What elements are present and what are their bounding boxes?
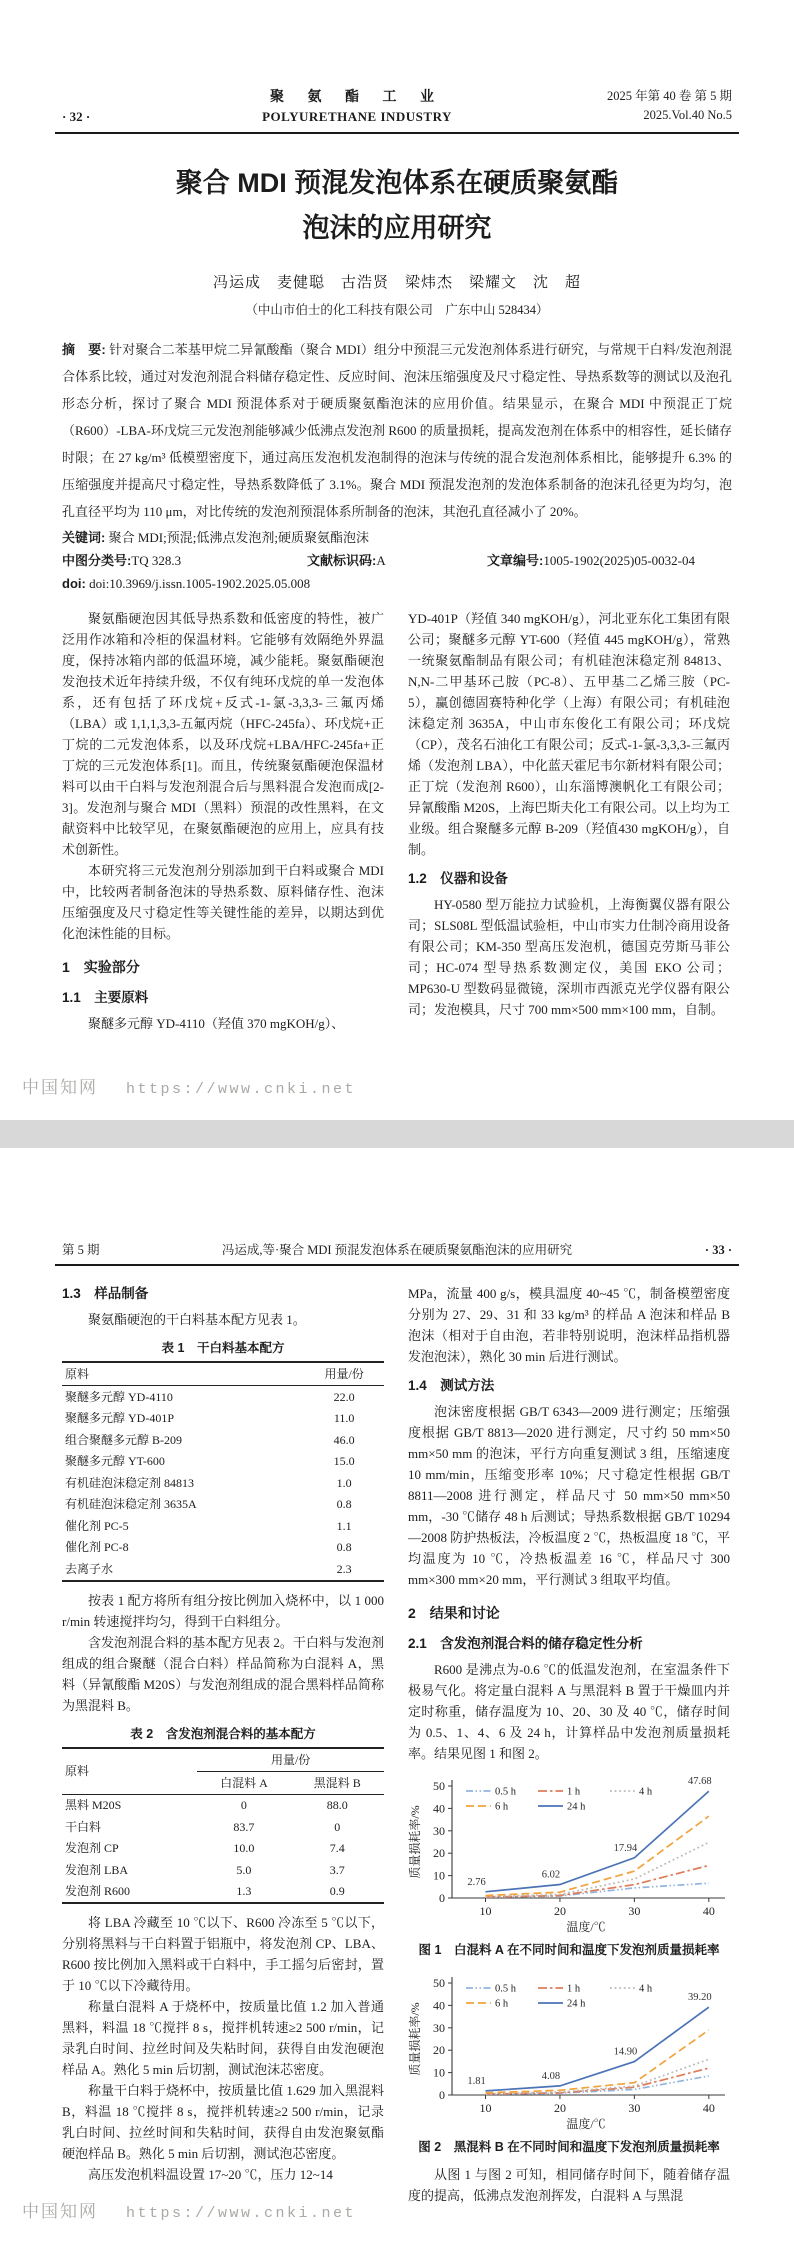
data-point-label: 2.76 — [467, 1876, 486, 1888]
legend-label: 0.5 h — [495, 1983, 516, 1995]
page-2 — [0, 1148, 794, 2244]
table-row — [62, 1537, 384, 1559]
svg-text:40: 40 — [702, 2101, 715, 2115]
svg-text:40: 40 — [702, 1904, 715, 1918]
figure-2 — [408, 1967, 730, 2156]
table-cell: 5.0 — [236, 1862, 252, 1877]
section-heading-1-4: 1.4 测试方法 — [408, 1378, 495, 1393]
table-1-caption: 表 1 干白料基本配方 — [161, 1341, 285, 1355]
table-row — [62, 1494, 384, 1516]
section-heading-1-1: 1.1 主要原料 — [62, 990, 149, 1005]
table-row — [62, 1429, 384, 1451]
header-rule — [55, 132, 739, 134]
table-cell: 0 — [334, 1819, 341, 1834]
table-cell: 干白料 — [65, 1819, 102, 1834]
svg-text:10: 10 — [433, 2065, 445, 2080]
body-paragraph: 称量干白料于烧杯中，按质量比值 1.629 加入黑混料 B，料温 18 ℃搅拌 8 s，搅拌机转速≥2 500 r/min，记录乳白时间、拉丝时间和失粘时间，获得自由发泡聚氨酯硬泡样品 B。熟化 5 min 后切割，测试泡芯密度。 — [62, 2083, 384, 2161]
table-cell: 发泡剂 CP — [65, 1841, 119, 1855]
table-row — [62, 1451, 384, 1473]
table-cell: 7.4 — [329, 1841, 345, 1855]
cnki-watermark — [22, 2197, 356, 2222]
doi-row — [62, 572, 732, 595]
table-row — [62, 1881, 384, 1904]
legend-label: 4 h — [639, 1983, 653, 1995]
svg-text:30: 30 — [433, 2020, 445, 2035]
table-cell: 0.8 — [336, 1497, 352, 1511]
table-cell: 有机硅泡沫稳定剂 3635A — [65, 1497, 197, 1511]
svg-text:40: 40 — [433, 1998, 445, 2013]
abstract-label: 摘 要: — [62, 342, 106, 357]
series-line-24h — [486, 2007, 709, 2091]
svg-text:20: 20 — [553, 1904, 566, 1918]
section-heading-2-1: 2.1 含发泡剂混合料的储存稳定性分析 — [408, 1636, 643, 1651]
table-cell: 1.1 — [336, 1518, 352, 1533]
body-paragraph: R600 是沸点为-0.6 ℃的低温发泡剂，在室温条件下极易气化。将定量白混料 A 与黑混料 B 置于干燥皿内并定时称重，储存温度为 10、20、30 及 40 ℃，储存时间为 0.5、1、4、6 及 24 h，计算样品中发泡剂质量损耗率。结果见图 1 和图 2。 — [408, 1662, 730, 1761]
svg-text:0: 0 — [439, 2088, 445, 2102]
section-heading-2: 2 结果和讨论 — [408, 1605, 500, 1621]
header-rule — [55, 1264, 739, 1266]
issue-info-cn: 2025 年第 40 卷 第 5 期 — [606, 89, 732, 103]
table-row — [62, 1408, 384, 1430]
body-paragraph: 聚醚多元醇 YD-4110（羟值 370 mgKOH/g）、 — [88, 1016, 345, 1031]
data-point-label: 6.02 — [541, 1869, 561, 1881]
affiliation: （中山市伯士的化工科技有限公司 广东中山 528434） — [245, 303, 549, 317]
column-header: 原料 — [62, 1362, 304, 1386]
svg-text:20: 20 — [553, 2101, 566, 2115]
table-row — [62, 1515, 384, 1537]
body-paragraph: 将 LBA 冷藏至 10 ℃以下、R600 冷冻至 5 ℃以下，分别将黑料与干白料置于铝瓶中，将发泡剂 CP、LBA、R600 按比例加入黑料或干白料中，手工摇匀后密封，置于 10 ℃以下冷藏待用。 — [62, 1915, 384, 1993]
cnki-watermark-url: https://www.cnki.net — [126, 2205, 357, 2222]
table-cell: 有机硅泡沫稳定剂 84813 — [65, 1475, 195, 1490]
table-cell: 催化剂 PC-8 — [65, 1540, 129, 1554]
article-title-line1: 聚合 MDI 预混发泡体系在硬质聚氨酯 — [175, 168, 619, 198]
column-subheader: 白混料 A — [197, 1771, 290, 1794]
svg-text:10: 10 — [479, 1904, 492, 1918]
data-point-label: 14.90 — [613, 2046, 638, 2058]
cnki-watermark — [22, 1073, 356, 1098]
body-paragraph: 聚氨酯硬泡的干白料基本配方见表 1。 — [88, 1312, 306, 1327]
table-cell: 去离子水 — [65, 1561, 114, 1576]
table-1 — [62, 1361, 384, 1582]
table-cell: 发泡剂 LBA — [65, 1862, 129, 1877]
column-span-header: 用量/份 — [197, 1748, 384, 1772]
figure-1 — [408, 1770, 730, 1959]
page-number-left: · 32 · — [62, 109, 91, 124]
table-cell: 0.9 — [329, 1884, 345, 1898]
article-id: 文章编号:1005-1902(2025)05-0032-04 — [487, 553, 695, 568]
body-paragraph: 含发泡剂混合料的基本配方见表 2。干白料与发泡剂组成的组合聚醚（混合白料）样品简称为白混料 A，黑料（异氰酸酯 M20S）与发泡剂组成的混合黑料样品简称为黑混料 B。 — [62, 1634, 384, 1713]
running-title: 冯运成,等·聚合 MDI 预混发泡体系在硬质聚氨酯泡沫的应用研究 — [221, 1243, 573, 1257]
page-number-right: · 33 · — [704, 1243, 732, 1257]
table-cell: 组合聚醚多元醇 B-209 — [65, 1432, 183, 1447]
legend-label: 6 h — [495, 1801, 509, 1813]
page-1-header — [62, 0, 732, 125]
figure-1-caption: 图 1 白混料 A 在不同时间和温度下发泡剂质量损耗率 — [418, 1943, 720, 1957]
section-heading-1-3: 1.3 样品制备 — [62, 1286, 149, 1301]
data-point-label: 47.68 — [688, 1776, 712, 1788]
keywords-row — [62, 526, 732, 549]
figure-1-chart — [408, 1770, 730, 1940]
table-cell: 聚醚多元醇 YT-600 — [65, 1454, 165, 1468]
table-cell: 46.0 — [333, 1432, 355, 1447]
legend-label: 24 h — [567, 1998, 586, 2010]
column-subheader: 黑混料 B — [291, 1771, 384, 1794]
svg-text:30: 30 — [433, 1823, 445, 1838]
authors-line: 冯运成 麦健聪 古浩贤 梁炜杰 梁耀文 沈 超 — [212, 275, 581, 291]
table-cell: 83.7 — [233, 1819, 255, 1834]
journal-name-cn: 聚 氨 酯 工 业 — [270, 90, 444, 105]
doi-value: doi:10.3969/j.issn.1005-1902.2025.05.008 — [89, 576, 311, 591]
x-axis-label: 温度/℃ — [566, 2117, 606, 2131]
table-cell: 聚醚多元醇 YD-401P — [65, 1411, 175, 1425]
data-point-label: 4.08 — [541, 2070, 561, 2082]
table-cell: 11.0 — [333, 1411, 355, 1425]
journal-masthead — [152, 86, 562, 125]
keywords-text: 聚合 MDI;预混;低沸点发泡剂;硬质聚氨酯泡沫 — [108, 530, 369, 545]
body-paragraph: 高压发泡机料温设置 17~20 ℃，压力 12~14 — [88, 2167, 333, 2182]
cnki-watermark-url: https://www.cnki.net — [126, 1081, 357, 1098]
table-2-caption: 表 2 含发泡剂混合料的基本配方 — [130, 1726, 316, 1741]
table-cell: 1.3 — [236, 1884, 252, 1898]
running-issue: 第 5 期 — [62, 1243, 100, 1257]
table-row — [62, 1386, 384, 1408]
svg-text:10: 10 — [479, 2101, 492, 2115]
table-1-body — [62, 1386, 384, 1581]
table-cell: 3.7 — [329, 1862, 345, 1877]
series-line-0.5h — [486, 2076, 709, 2094]
table-row — [62, 1816, 384, 1838]
classification-row — [62, 549, 732, 572]
abstract-text: 针对聚合二苯基甲烷二异氰酸酯（聚合 MDI）组分中预混三元发泡剂体系进行研究，与常规干白料/发泡剂混合体系比较，通过对发泡剂混合料储存稳定性、反应时间、泡沫压缩强度及尺寸稳定性、导热系数等的测试以及泡孔形态分析，探讨了聚合 MDI 预混体系对于硬质聚氨酯泡沫的应用价值。结果显示，在聚合 MDI 中预混正丁烷（R600）-LBA-环戊烷三元发泡剂能够减少低沸点发泡剂 R600 的质量损耗，提高发泡剂在体系中的相容性，延长储存时限；在 27 kg/m³ 低模塑密度下，通过高压发泡机发泡制得的泡沫与传统的混合发泡剂体系相比，能够提升 6.3% 的压缩强度并提高尺寸稳定性，导热系数降低了 3.1%。聚合 MDI 预混发泡剂的发泡体系制备的泡沫孔径更为均匀，泡孔直径平均为 110 μm，对比传统的发泡剂预混体系所制备的泡沫，其泡孔直径减小了 20%。 — [62, 342, 732, 519]
table-row — [62, 1838, 384, 1860]
issue-info-en: 2025.Vol.40 No.5 — [643, 108, 732, 122]
doi-label: doi: — [62, 576, 86, 591]
table-cell: 聚醚多元醇 YD-4110 — [65, 1389, 173, 1404]
table-2-header — [62, 1748, 384, 1795]
data-point-label: 1.81 — [467, 2075, 486, 2087]
page-2-right-column — [408, 1279, 730, 2206]
svg-text:0: 0 — [439, 1891, 445, 1905]
page-2-header — [62, 1148, 732, 1258]
page-separator — [0, 1120, 794, 1148]
line-chart — [408, 1967, 730, 2131]
abstract — [62, 336, 732, 525]
legend-label: 4 h — [639, 1786, 653, 1798]
svg-text:30: 30 — [628, 2101, 641, 2115]
table-cell: 15.0 — [333, 1454, 355, 1468]
svg-text:50: 50 — [433, 1779, 445, 1793]
table-cell: 发泡剂 R600 — [65, 1884, 131, 1898]
svg-text:10: 10 — [433, 1868, 445, 1883]
table-header-row — [62, 1362, 384, 1386]
body-paragraph: 本研究将三元发泡剂分别添加到干白料或聚合 MDI 中，比较两者制备泡沫的导热系数、原料储存性、泡沫压缩强度及尺寸稳定性等关键性能的差异，以期达到优化泡沫性能的目标。 — [62, 863, 384, 941]
table-cell: 88.0 — [326, 1798, 348, 1812]
table-row — [62, 1558, 384, 1581]
table-2-body — [62, 1794, 384, 1903]
table-2 — [62, 1747, 384, 1905]
legend-label: 1 h — [567, 1983, 581, 1995]
cnki-watermark-site: 中国知网 — [22, 1078, 98, 1097]
keywords-label: 关键词: — [62, 530, 106, 545]
body-paragraph: 泡沫密度根据 GB/T 6343—2009 进行测定；压缩强度根据 GB/T 8813—2020 进行测定，尺寸约 50 mm×50 mm×50 mm 的泡沫，平行方向重复测试 3 组，压缩速度 10 mm/min，压缩变形率 10%；尺寸稳定性根据 GB/T 8811—2008 进行测定，样品尺寸 50 mm×50 mm×50 mm，-30 ℃储存 48 h 后测试；导热系数根据 GB/T 10294—2008 防护热板法，冷板温度 2 ℃，热板温度 18 ℃，平均温度为 10 ℃，冷热板温差 16 ℃，样品尺寸 300 mm×300 mm×20 mm，平行测试 3 组取平均值。 — [408, 1404, 730, 1587]
issue-info — [562, 87, 732, 125]
legend-label: 6 h — [495, 1998, 509, 2010]
table-row — [62, 1472, 384, 1494]
table-row — [62, 1794, 384, 1816]
series-line-1h — [486, 2068, 709, 2094]
series-line-6h — [486, 2030, 709, 2093]
table-row — [62, 1859, 384, 1881]
section-heading-1: 1 实验部分 — [62, 959, 140, 975]
body-paragraph: 从图 1 与图 2 可知，相同储存时间下，随着储存温度的提高，低沸点发泡剂挥发，白混料 A 与黑混 — [408, 2167, 730, 2203]
table-cell: 催化剂 PC-5 — [65, 1518, 129, 1533]
legend-label: 1 h — [567, 1786, 581, 1798]
cnki-watermark-site: 中国知网 — [22, 2202, 98, 2221]
y-axis-label: 质量损耗率/% — [408, 2002, 422, 2076]
column-header: 原料 — [62, 1748, 197, 1795]
line-chart — [408, 1770, 730, 1934]
svg-text:20: 20 — [433, 2043, 445, 2058]
table-cell: 10.0 — [233, 1841, 255, 1855]
body-paragraph: MPa，流量 400 g/s，模具温度 40~45 ℃，制备模塑密度分别为 27、29、31 和 33 kg/m³ 的样品 A 泡沫和样品 B 泡沫（相对于自由泡，若非特别说明，泡沫样品指机器发泡泡沫），熟化 30 min 后进行测试。 — [408, 1286, 730, 1364]
column-header: 用量/份 — [304, 1362, 384, 1386]
page-1 — [0, 0, 794, 1120]
body-paragraph: 聚氨酯硬泡因其低导热系数和低密度的特性，被广泛用作冰箱和冷柜的保温材料。它能够有效隔绝外界温度，保持冰箱内部的低温环境，减少能耗。聚氨酯硬泡发泡技术近年持续升级，不仅有纯环戊烷的单一发泡体系，还有包括了环戊烷+反式-1-氯-3,3,3-三氟丙烯（LBA）或 1,1,1,3,3-五氟丙烷（HFC-245fa）、环戊烷+正丁烷的二元发泡体系，以及环戊烷+LBA/HFC-245fa+正丁烷的三元发泡体系[1]。而且，传统聚氨酯硬泡保温材料可以由干白料与发泡剂混合后与黑料混合发泡而成[2-3]。发泡剂与聚合 MDI（黑料）预混的改性黑料，在文献资料中比较罕见，在聚氨酯硬泡的应用上，应具有技术创新性。 — [62, 611, 384, 857]
section-heading-1-2: 1.2 仪器和设备 — [408, 871, 508, 886]
article-title — [62, 161, 732, 251]
table-cell: 0.8 — [336, 1540, 352, 1554]
body-paragraph: 按表 1 配方将所有组分按比例加入烧杯中，以 1 000 r/min 转速搅拌均匀，得到干白料组分。 — [62, 1592, 384, 1629]
table-cell: 22.0 — [333, 1389, 355, 1404]
table-1-header — [62, 1362, 384, 1386]
page-1-body — [62, 608, 732, 1034]
svg-text:50: 50 — [433, 1976, 445, 1990]
body-paragraph: HY-0580 型万能拉力试验机，上海衡翼仪器有限公司；SLS08L 型低温试验柜，中山市实力仕制冷商用设备有限公司；KM-350 型高压发泡机，德国克劳斯马菲公司；HC-074 型导热系数测定仪，美国 EKO 公司；MP630-U 型数码显微镜，深圳市西派克光学仪器有限公司；发泡模具，尺寸 700 mm×500 mm×100 mm，自制。 — [408, 897, 730, 1017]
table-cell: 黑料 M20S — [65, 1798, 122, 1812]
table-header-row — [62, 1748, 384, 1772]
table-cell: 2.3 — [336, 1561, 352, 1576]
x-axis-label: 温度/℃ — [566, 1920, 606, 1934]
svg-text:20: 20 — [433, 1846, 445, 1861]
page-2-left-column — [62, 1279, 384, 2206]
body-paragraph: YD-401P（羟值 340 mgKOH/g），河北亚东化工集团有限公司；聚醚多元醇 YT-600（羟值 445 mgKOH/g），常熟一统聚氨酯制品有限公司；有机硅泡沫稳定剂 84813、N,N-二甲基环己胺（PC-8）、五甲基二乙烯三胺（PC-5），赢创德固赛特种化学（上海）有限公司；有机硅泡沫稳定剂 3635A，中山市东俊化工有限公司；环戊烷（CP），茂名石油化工有限公司；反式-1-氯-3,3,3-三氟丙烯（发泡剂 LBA），中化蓝天霍尼韦尔新材料有限公司；正丁烷（发泡剂 R600），山东淄博澳帆化工有限公司；异氰酸酯 M20S，上海巴斯夫化工有限公司。以上均为工业级。组合聚醚多元醇 B-209（羟值430 mgKOH/g），自制。 — [408, 611, 730, 857]
document-code: 文献标识码:A — [307, 553, 386, 568]
clc-number: 中图分类号:TQ 328.3 — [62, 553, 182, 568]
page-1-right-column — [408, 608, 730, 1034]
y-axis-label: 质量损耗率/% — [408, 1805, 422, 1879]
figure-2-caption: 图 2 黑混料 B 在不同时间和温度下发泡剂质量损耗率 — [418, 2140, 720, 2154]
table-cell: 0 — [240, 1798, 247, 1812]
series-line-24h — [486, 1791, 709, 1892]
legend-label: 24 h — [567, 1801, 586, 1813]
data-point-label: 17.94 — [613, 1842, 638, 1854]
journal-name-en: POLYURETHANE INDUSTRY — [262, 109, 452, 124]
figure-2-chart — [408, 1967, 730, 2137]
table-cell: 1.0 — [336, 1475, 352, 1490]
body-paragraph: 称量白混料 A 于烧杯中，按质量比值 1.2 加入普通黑料，料温 18 ℃搅拌 8 s，搅拌机转速≥2 500 r/min，记录乳白时间、拉丝时间及失粘时间，获得自由发泡硬泡样品 A。熟化 5 min 后切割，测试泡沫芯密度。 — [62, 1999, 384, 2077]
series-line-6h — [486, 1816, 709, 1895]
page-1-left-column — [62, 608, 384, 1034]
svg-text:40: 40 — [433, 1801, 445, 1816]
article-title-line2: 泡沫的应用研究 — [302, 213, 492, 243]
page-2-body — [62, 1279, 732, 2206]
data-point-label: 39.20 — [688, 1992, 712, 2004]
svg-text:30: 30 — [628, 1904, 641, 1918]
legend-label: 0.5 h — [495, 1786, 516, 1798]
